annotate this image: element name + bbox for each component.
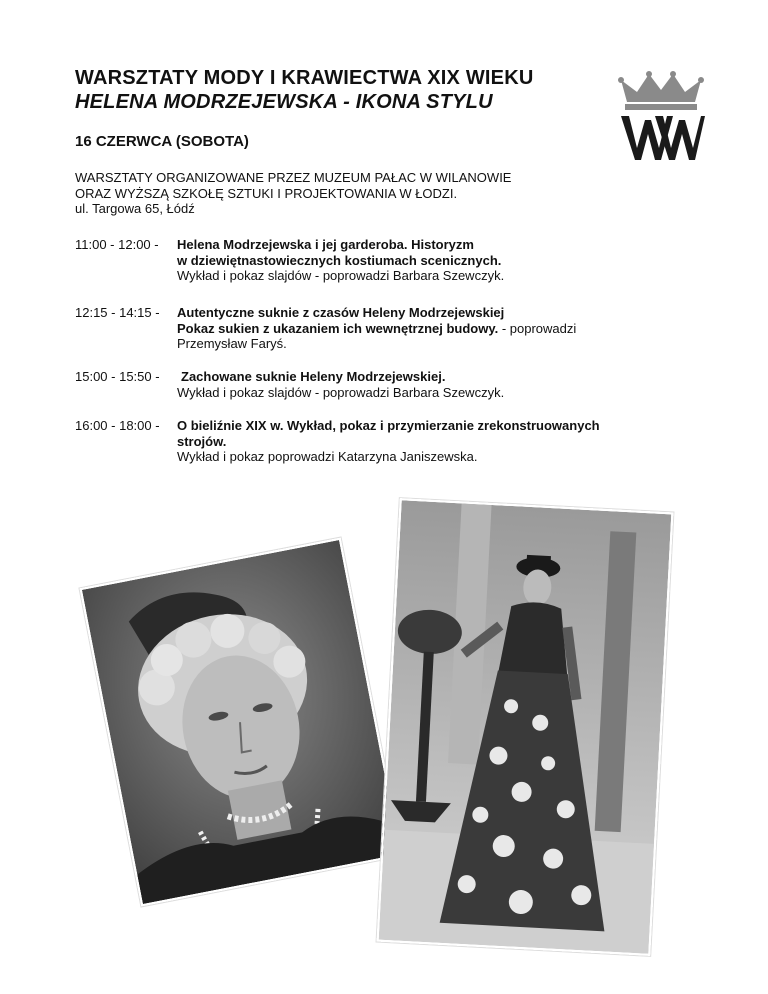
- full-length-gown-photo-icon: [377, 498, 674, 956]
- session-title: O bieliźnie XIX w. Wykład, pokaz i przymierzanie zrekonstruowanych: [177, 418, 600, 433]
- page-subtitle: HELENA MODRZEJEWSKA - IKONA STYLU: [75, 91, 493, 113]
- organizers-line: WARSZTATY ORGANIZOWANE PRZEZ MUZEUM PAŁAC W WILANOWIE: [75, 170, 512, 185]
- session-note: Wykład i pokaz poprowadzi Katarzyna Janiszewska.: [177, 449, 478, 464]
- session-title: strojów.: [177, 433, 227, 449]
- session-note: Wykład i pokaz slajdów - poprowadzi Barbara Szewczyk.: [177, 268, 505, 283]
- event-date: 16 CZERWCA (SOBOTA): [75, 133, 249, 150]
- session-time: 11:00 - 12:00 -: [75, 237, 159, 252]
- address: ul. Targowa 65, Łódź: [75, 201, 195, 216]
- page-title: WARSZTATY MODY I KRAWIECTWA XIX WIEKU: [75, 67, 534, 89]
- organizers-line: ORAZ WYŻSZĄ SZKOŁĘ SZTUKI I PROJEKTOWANIA W ŁODZI.: [75, 185, 458, 201]
- portrait-photo-icon: [80, 538, 403, 907]
- session-title: Zachowane suknie Heleny Modrzejewskiej.: [181, 369, 446, 384]
- session-note: Przemysław Faryś.: [177, 336, 287, 351]
- session-title: w dziewiętnastowiecznych kostiumach scenicznych.: [177, 252, 502, 268]
- crown-www-monogram-icon: [615, 68, 707, 160]
- session-title: Pokaz sukien z ukazaniem ich wewnętrznej budowy.: [177, 320, 499, 336]
- title-block: [75, 66, 534, 114]
- session-title: Helena Modrzejewska i jej garderoba. Historyzm: [177, 237, 474, 252]
- session-time: 15:00 - 15:50 -: [75, 369, 160, 384]
- session-note: Wykład i pokaz slajdów - poprowadzi Barbara Szewczyk.: [177, 384, 505, 400]
- organizers-info: [75, 170, 511, 217]
- session-time: 16:00 - 18:00 -: [75, 418, 160, 433]
- session-title: Autentyczne suknie z czasów Heleny Modrzejewskiej: [177, 305, 505, 320]
- session-inline-note: - poprowadzi: [498, 320, 577, 336]
- session-time: 12:15 - 14:15 -: [75, 305, 160, 320]
